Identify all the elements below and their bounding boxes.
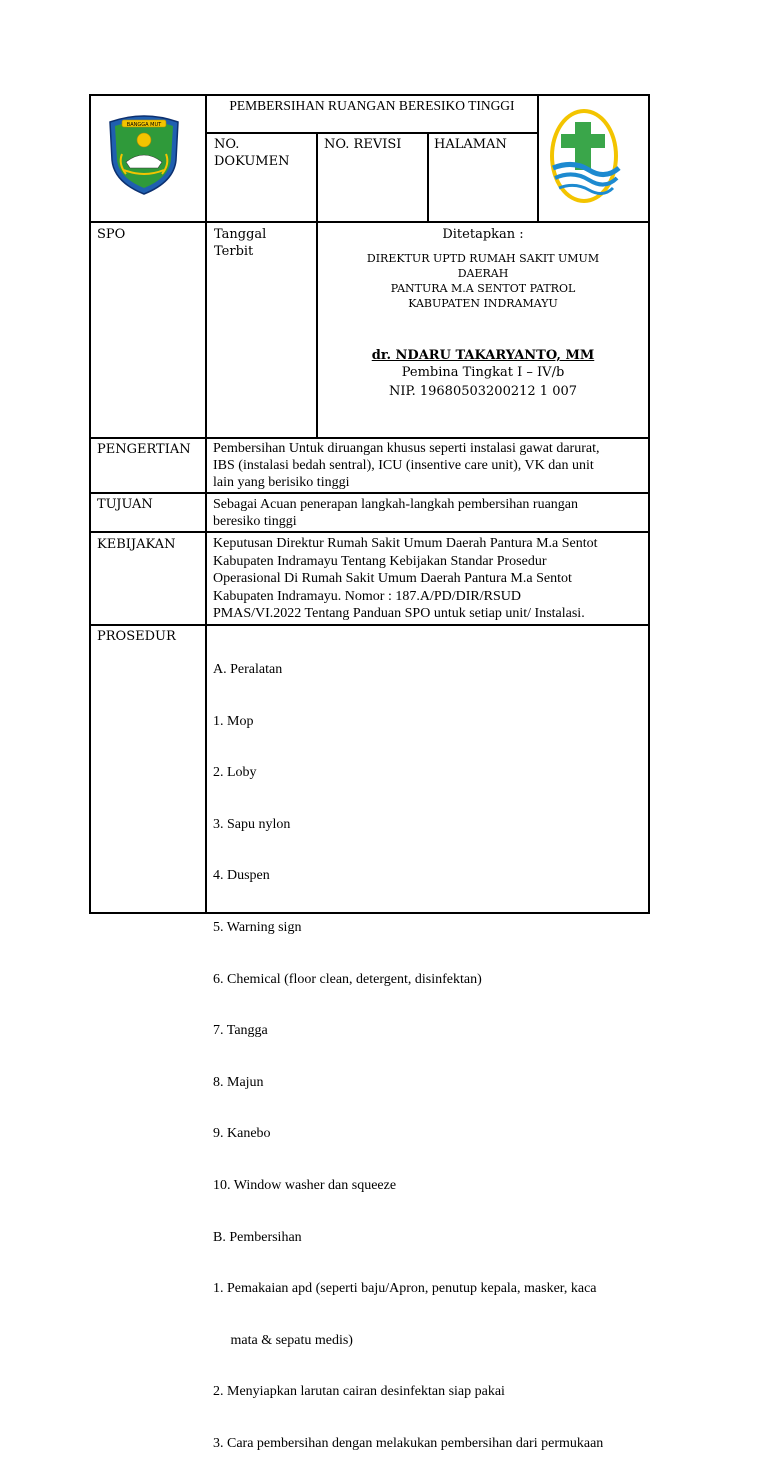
list-item: 8. Majun [213, 1074, 264, 1090]
table-border-left [89, 94, 91, 914]
list-item: 10. Window washer dan squeeze [213, 1177, 397, 1193]
table-border-right [648, 94, 650, 914]
spo-label: SPO [97, 227, 126, 242]
direktur-nip: NIP. 19680503200212 1 007 [388, 384, 578, 399]
tujuan-label: TUJUAN [97, 497, 153, 512]
kebijakan-row-bottom [89, 624, 650, 626]
no-revisi-label: NO. REVISI [324, 137, 402, 152]
list-item: 1. Pemakaian apd (seperti baju/Apron, penutup kepala, masker, kaca [213, 1281, 597, 1297]
direktur-line-3: PANTURA M.A SENTOT PATROL [390, 282, 576, 295]
pengertian-row-bottom [89, 492, 650, 494]
list-item: B. Pembersihan [213, 1229, 302, 1245]
direktur-line-4: KABUPATEN INDRAMAYU [408, 297, 558, 310]
header-right-divider [537, 94, 539, 222]
indramayu-regency-emblem-icon [104, 108, 184, 198]
svg-text:BANGGA MUT: BANGGA MUT [126, 122, 162, 128]
tujuan-text: Sebagai Acuan penerapan langkah-langkah pembersihan ruangan beresiko tinggi [213, 497, 579, 529]
list-item: 5. Warning sign [213, 919, 302, 935]
list-item: 4. Duspen [213, 868, 270, 884]
ditetapkan-label: Ditetapkan : [442, 227, 524, 242]
list-item: 6. Chemical (floor clean, detergent, disinfektan) [213, 971, 482, 987]
list-item: 2. Loby [213, 765, 257, 781]
header-title-bottom [205, 132, 538, 134]
prosedur-list [213, 627, 645, 1470]
list-item: 2. Menyiapkan larutan cairan desinfektan siap pakai [213, 1384, 505, 1400]
header-bottom [89, 221, 650, 223]
direktur-line-2: DAERAH [457, 267, 509, 280]
document-title: PEMBERSIHAN RUANGAN BERESIKO TINGGI [229, 98, 515, 113]
prosedur-label: PROSEDUR [97, 629, 176, 644]
direktur-rank: Pembina Tingkat I – IV/b [401, 365, 565, 380]
halaman-label: HALAMAN [434, 137, 507, 152]
kebijakan-text: Keputusan Direktur Rumah Sakit Umum Daerah Pantura M.a Sentot Kabupaten Indramayu Tentang Kebijakan Standar Prosedur Operasional Di Rumah Sakit Umum Daerah Pantura M.a Sentot Kabupaten Indramayu. Nomor : 187.A/PD/DIR/RSUD PMAS/VI.2022 Tentang Panduan SPO untuk setiap unit/ Instalasi. [213, 536, 598, 622]
hospital-cross-logo-icon [545, 104, 623, 208]
list-item: A. Peralatan [213, 662, 283, 677]
direktur-line-1: DIREKTUR UPTD RUMAH SAKIT UMUM [366, 252, 600, 265]
spo-row-bottom [89, 437, 650, 439]
list-item: 3. Sapu nylon [213, 816, 291, 832]
no-dokumen-label: NO. DOKUMEN [214, 137, 290, 169]
pengertian-text: Pembersihan Untuk diruangan khusus seperti instalasi gawat darurat, IBS (instalasi bedah sentral), ICU (insentive care unit), VK dan unit lain yang berisiko tinggi [213, 441, 600, 490]
tanggal-terbit-label: Tanggal Terbit [214, 227, 267, 259]
tujuan-row-bottom [89, 531, 650, 533]
header-col-3-divider [427, 132, 429, 222]
kebijakan-label: KEBIJAKAN [97, 537, 176, 552]
list-item: 3. Cara pembersihan dengan melakukan pembersihan dari permukaan [213, 1435, 604, 1451]
direktur-name: dr. NDARU TAKARYANTO, MM [371, 348, 595, 363]
list-item: 1. Mop [213, 713, 254, 729]
list-item: 7. Tangga [213, 1023, 268, 1039]
table-col-divider [205, 94, 207, 914]
list-item: mata & sepatu medis) [213, 1332, 353, 1348]
list-item: 9. Kanebo [213, 1126, 271, 1142]
table-border-top [89, 94, 650, 96]
pengertian-label: PENGERTIAN [97, 442, 191, 457]
